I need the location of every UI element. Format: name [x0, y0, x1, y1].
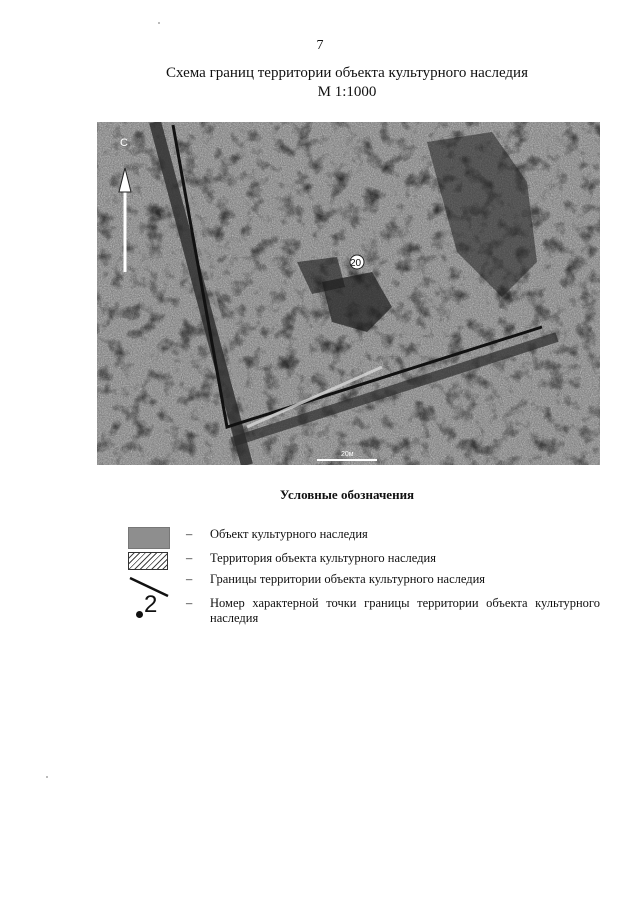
scale-bar-label: 20м	[341, 451, 354, 458]
legend-text: Границы территории объекта культурного наследия	[210, 572, 486, 586]
map-title-line1: Схема границ территории объекта культурного наследия	[166, 65, 528, 81]
map-title	[0, 64, 640, 102]
legend-text: Объект культурного наследия	[210, 527, 368, 541]
legend-title: Условные обозначения	[279, 487, 415, 502]
point-dot-icon	[136, 611, 143, 618]
aerial-map	[97, 122, 600, 465]
legend-dash: –	[186, 527, 193, 541]
map-scale-label: М 1:1000	[317, 84, 377, 100]
legend-text: Номер характерной точки границы территории объекта культурного наследия	[210, 596, 600, 625]
boundary-point-marker	[350, 255, 364, 269]
aerial-map-svg	[97, 122, 600, 465]
legend-dash: –	[186, 551, 193, 565]
north-label: С	[120, 137, 128, 149]
scan-speck	[46, 776, 48, 778]
page-number: 7	[316, 38, 324, 53]
legend-dash: –	[186, 596, 193, 610]
object-swatch-icon	[128, 527, 170, 549]
boundary-point-label: 20	[350, 258, 362, 269]
scan-speck	[158, 22, 160, 24]
point-number-sample: 2	[144, 591, 158, 618]
legend-dash: –	[186, 572, 193, 586]
hatch-swatch-icon	[128, 552, 168, 570]
point-number-icon	[128, 591, 170, 626]
legend-text: Территория объекта культурного наследия	[210, 551, 436, 565]
